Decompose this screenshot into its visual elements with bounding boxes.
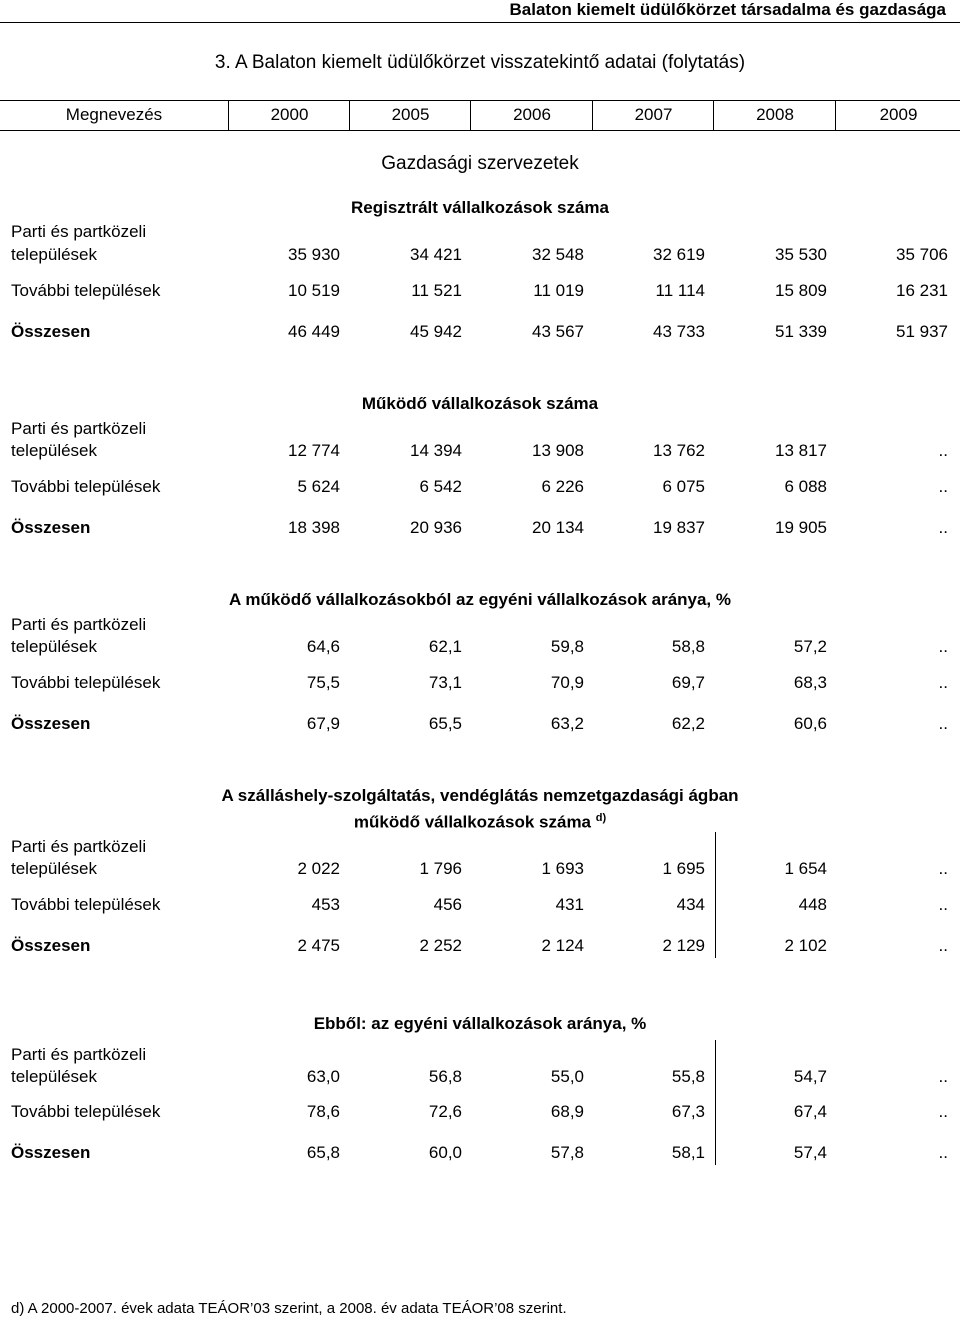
section-title-registered: Regisztrált vállalkozások száma xyxy=(351,198,609,217)
column-header-row xyxy=(0,100,960,130)
cell-value: 64,6 xyxy=(306,637,340,656)
cell-value: 6 542 xyxy=(419,477,462,496)
cell-value: 2 022 xyxy=(297,859,340,878)
column-header-2005: 2005 xyxy=(349,100,471,130)
cell-value: 68,9 xyxy=(550,1102,584,1121)
cell-value: 2 129 xyxy=(662,936,705,955)
cell-value: 51 937 xyxy=(896,322,948,341)
cell-value: 67,4 xyxy=(793,1102,827,1121)
cell-value: .. xyxy=(938,895,948,914)
row-label-parti-line2: települések xyxy=(11,245,98,264)
row-label-osszesen: Összesen xyxy=(11,322,91,341)
cell-value: .. xyxy=(938,637,948,656)
row-label-tovabbi: További települések xyxy=(11,281,161,300)
cell-value: 51 339 xyxy=(775,322,827,341)
section-title-accommodation-line2 xyxy=(0,812,960,833)
cell-value: 35 930 xyxy=(288,245,340,264)
cell-value: 62,1 xyxy=(428,637,462,656)
cell-value: .. xyxy=(938,936,948,955)
cell-value: 34 421 xyxy=(410,245,462,264)
cell-value: 72,6 xyxy=(428,1102,462,1121)
cell-value: 11 114 xyxy=(655,281,705,300)
cell-value: 15 809 xyxy=(775,281,827,300)
section-title-accommodation-line2-text: működő vállalkozások száma xyxy=(353,812,592,832)
cell-value: 11 521 xyxy=(411,281,462,300)
vertical-rule xyxy=(715,1040,716,1165)
footnote: d) A 2000-2007. évek adata TEÁOR’03 szerint, a 2008. év adata TEÁOR’08 szerint. xyxy=(11,1300,567,1317)
cell-value: 35 706 xyxy=(896,245,948,264)
cell-value: 75,5 xyxy=(306,673,340,692)
cell-value: 55,8 xyxy=(671,1067,705,1086)
cell-value: 6 075 xyxy=(662,477,705,496)
cell-value: 68,3 xyxy=(793,673,827,692)
cell-value: 58,8 xyxy=(671,637,705,656)
cell-value: 456 xyxy=(433,895,462,914)
cell-value: .. xyxy=(938,1102,948,1121)
cell-value: 18 398 xyxy=(288,518,340,537)
cell-value: 46 449 xyxy=(288,322,340,341)
cell-value: 434 xyxy=(676,895,705,914)
cell-value: 32 619 xyxy=(653,245,705,264)
column-header-2000: 2000 xyxy=(228,100,350,130)
cell-value: 63,0 xyxy=(306,1067,340,1086)
cell-value: 13 908 xyxy=(532,441,584,460)
cell-value: 60,6 xyxy=(793,714,827,733)
cell-value: 13 817 xyxy=(775,441,827,460)
footnote-marker: d) xyxy=(595,812,607,824)
cell-value: 65,5 xyxy=(428,714,462,733)
cell-value: .. xyxy=(938,1067,948,1086)
row-label-parti: Parti és partközeli xyxy=(11,419,147,438)
vertical-rule xyxy=(715,832,716,958)
row-label-osszesen: Összesen xyxy=(11,518,91,537)
cell-value: 43 733 xyxy=(653,322,705,341)
column-header-2007: 2007 xyxy=(592,100,714,130)
cell-value: 65,8 xyxy=(306,1143,340,1162)
cell-value: 1 695 xyxy=(662,859,705,878)
column-header-2009: 2009 xyxy=(835,100,960,130)
cell-value: 70,9 xyxy=(550,673,584,692)
cell-value: 57,8 xyxy=(550,1143,584,1162)
row-label-parti-line2: települések xyxy=(11,1067,98,1086)
section-title-of-which: Ebből: az egyéni vállalkozások aránya, % xyxy=(313,1014,647,1033)
cell-value: .. xyxy=(938,441,948,460)
section-title-individual-share: A működő vállalkozásokból az egyéni vállalkozások aránya, % xyxy=(228,590,731,609)
cell-value: 55,0 xyxy=(550,1067,584,1086)
column-header-2008: 2008 xyxy=(713,100,836,130)
cell-value: 73,1 xyxy=(428,673,462,692)
cell-value: .. xyxy=(938,673,948,692)
group-title: Gazdasági szervezetek xyxy=(381,153,579,174)
cell-value: 63,2 xyxy=(550,714,584,733)
cell-value: 5 624 xyxy=(297,477,340,496)
cell-value: 19 905 xyxy=(775,518,827,537)
column-header-2006: 2006 xyxy=(470,100,593,130)
cell-value: 14 394 xyxy=(410,441,462,460)
cell-value: 35 530 xyxy=(775,245,827,264)
row-label-osszesen: Összesen xyxy=(11,714,91,733)
row-label-parti: Parti és partközeli xyxy=(11,222,147,241)
row-label-parti-line2: települések xyxy=(11,859,98,878)
cell-value: 58,1 xyxy=(671,1143,705,1162)
row-label-tovabbi: További települések xyxy=(11,895,161,914)
cell-value: 1 796 xyxy=(419,859,462,878)
running-header-title: Balaton kiemelt üdülőkörzet társadalma és gazdasága xyxy=(509,0,946,19)
column-header-bottom-rule xyxy=(0,130,960,131)
cell-value: 43 567 xyxy=(532,322,584,341)
cell-value: 62,2 xyxy=(671,714,705,733)
cell-value: .. xyxy=(938,859,948,878)
cell-value: 32 548 xyxy=(532,245,584,264)
cell-value: 67,9 xyxy=(306,714,340,733)
cell-value: 20 134 xyxy=(532,518,584,537)
cell-value: 69,7 xyxy=(671,673,705,692)
cell-value: 57,2 xyxy=(793,637,827,656)
cell-value: 20 936 xyxy=(410,518,462,537)
cell-value: .. xyxy=(938,518,948,537)
row-label-tovabbi: További települések xyxy=(11,477,161,496)
row-label-tovabbi: További települések xyxy=(11,1102,161,1121)
section-title-operating: Működő vállalkozások száma xyxy=(361,394,599,413)
cell-value: 12 774 xyxy=(288,441,340,460)
cell-value: 2 252 xyxy=(419,936,462,955)
row-label-parti-line2: települések xyxy=(11,637,98,656)
cell-value: 67,3 xyxy=(671,1102,705,1121)
column-header-name: Megnevezés xyxy=(65,105,163,124)
cell-value: 59,8 xyxy=(550,637,584,656)
cell-value: 16 231 xyxy=(896,281,948,300)
cell-value: 6 226 xyxy=(541,477,584,496)
cell-value: 6 088 xyxy=(784,477,827,496)
cell-value: 54,7 xyxy=(793,1067,827,1086)
cell-value: 13 762 xyxy=(653,441,705,460)
cell-value: 2 124 xyxy=(541,936,584,955)
cell-value: 448 xyxy=(798,895,827,914)
cell-value: 11 019 xyxy=(533,281,584,300)
cell-value: 57,4 xyxy=(793,1143,827,1162)
cell-value: .. xyxy=(938,477,948,496)
cell-value: 45 942 xyxy=(410,322,462,341)
row-label-parti: Parti és partközeli xyxy=(11,1045,147,1064)
cell-value: 56,8 xyxy=(428,1067,462,1086)
row-label-tovabbi: További települések xyxy=(11,673,161,692)
row-label-osszesen: Összesen xyxy=(11,936,91,955)
row-label-parti-line2: települések xyxy=(11,441,98,460)
cell-value: 78,6 xyxy=(306,1102,340,1121)
row-label-parti: Parti és partközeli xyxy=(11,837,147,856)
cell-value: .. xyxy=(938,714,948,733)
cell-value: 19 837 xyxy=(653,518,705,537)
cell-value: 431 xyxy=(555,895,584,914)
cell-value: 60,0 xyxy=(428,1143,462,1162)
cell-value: 1 654 xyxy=(784,859,827,878)
cell-value: .. xyxy=(938,1143,948,1162)
cell-value: 2 475 xyxy=(297,936,340,955)
cell-value: 10 519 xyxy=(288,281,340,300)
header-rule xyxy=(0,22,960,23)
cell-value: 1 693 xyxy=(541,859,584,878)
cell-value: 453 xyxy=(311,895,340,914)
row-label-osszesen: Összesen xyxy=(11,1143,91,1162)
row-label-parti: Parti és partközeli xyxy=(11,615,147,634)
section-title-accommodation: A szálláshely-szolgáltatás, vendéglátás nemzetgazdasági ágban xyxy=(221,786,739,805)
table-title: 3. A Balaton kiemelt üdülőkörzet visszatekintő adatai (folytatás) xyxy=(214,52,746,73)
cell-value: 2 102 xyxy=(784,936,827,955)
